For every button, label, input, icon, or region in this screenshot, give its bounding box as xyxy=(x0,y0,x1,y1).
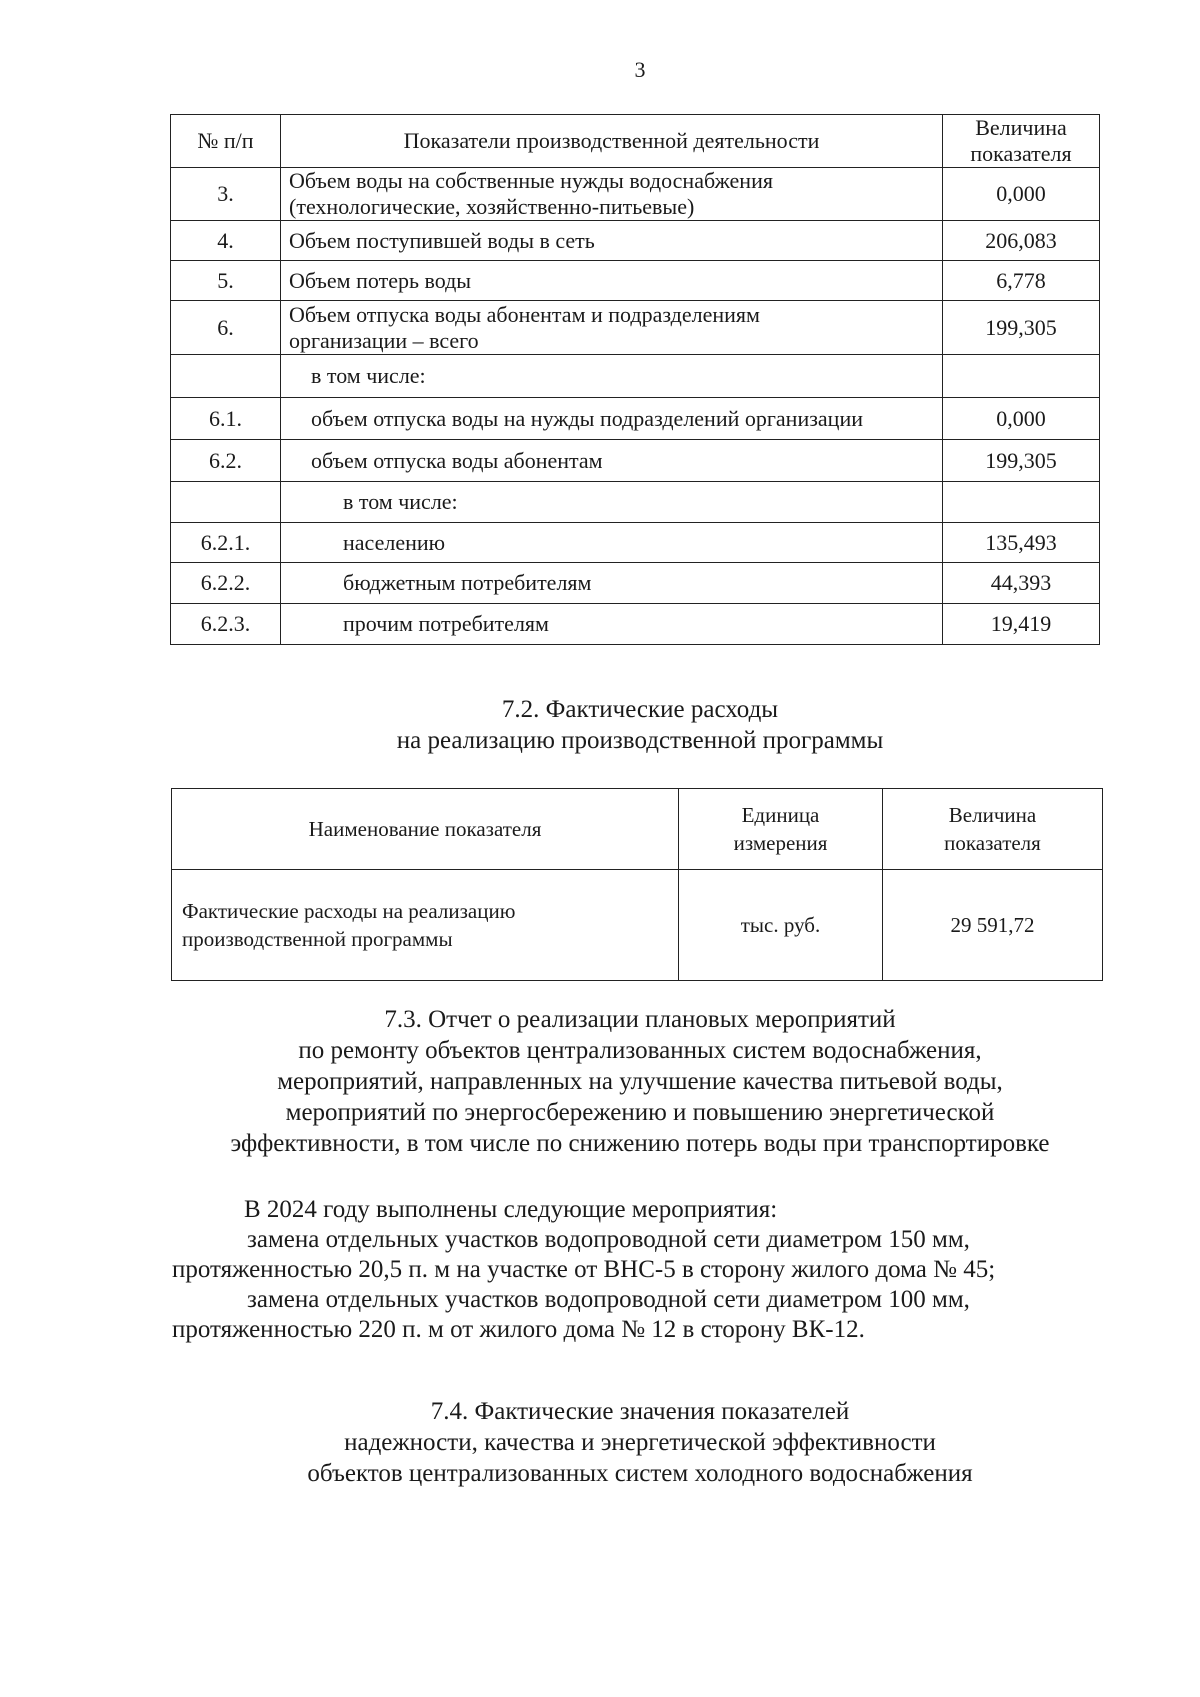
measure-1-line2: протяженностью 20,5 п. м на участке от ВНС-5 в сторону жилого дома № 45; xyxy=(172,1256,996,1283)
row-value: 206,083 xyxy=(943,221,1100,261)
table-header-row xyxy=(172,789,1103,870)
row-name: в том числе: xyxy=(281,482,943,523)
row-name-line2: (технологические, хозяйственно-питьевые) xyxy=(289,194,695,219)
row-name: Объем потерь воды xyxy=(281,261,943,301)
table-row xyxy=(171,301,1100,355)
section-7-2-heading xyxy=(160,694,1120,756)
row-num xyxy=(171,482,281,523)
row-name xyxy=(281,301,943,355)
row-name: населению xyxy=(281,523,943,563)
row-value: 135,493 xyxy=(943,523,1100,563)
header-num: № п/п xyxy=(171,115,281,168)
row-name-line2: организации – всего xyxy=(289,327,479,353)
measure-2-line1: замена отдельных участков водопроводной сети диаметром 100 мм, xyxy=(247,1286,970,1313)
row-value: 199,305 xyxy=(943,301,1100,355)
heading-line: эффективности, в том числе по снижению потерь воды при транспортировке xyxy=(230,1130,1050,1157)
row-value: 0,000 xyxy=(943,398,1100,440)
measures-intro: В 2024 году выполнены следующие мероприятия: xyxy=(244,1196,778,1223)
section-7-3-heading xyxy=(160,1004,1120,1159)
row-unit: тыс. руб. xyxy=(679,870,883,981)
row-num: 6.2.2. xyxy=(171,563,281,604)
row-value: 19,419 xyxy=(943,604,1100,645)
row-name: Объем поступившей воды в сеть xyxy=(281,221,943,261)
row-value xyxy=(943,355,1100,398)
table-header-row xyxy=(171,115,1100,168)
header-unit xyxy=(679,789,883,870)
header-value-line1: Величина xyxy=(948,803,1037,827)
table-row xyxy=(171,523,1100,563)
header-unit-line1: Единица xyxy=(741,803,820,827)
measures-text xyxy=(172,1195,1107,1345)
row-name-line2: производственной программы xyxy=(182,927,453,951)
table-row xyxy=(172,870,1103,981)
heading-line: надежности, качества и энергетической эффективности xyxy=(344,1429,936,1456)
row-num: 6.1. xyxy=(171,398,281,440)
row-num: 6.2. xyxy=(171,440,281,482)
table-row xyxy=(171,221,1100,261)
heading-line: мероприятий, направленных на улучшение качества питьевой воды, xyxy=(277,1068,1003,1095)
heading-line: 7.4. Фактические значения показателей xyxy=(430,1398,850,1425)
heading-line: на реализацию производственной программы xyxy=(396,727,884,754)
heading-line: мероприятий по энергосбережению и повышению энергетической xyxy=(285,1099,995,1126)
table-row xyxy=(171,563,1100,604)
costs-table xyxy=(171,788,1103,981)
heading-line: по ремонту объектов централизованных систем водоснабжения, xyxy=(298,1037,982,1064)
row-name: в том числе: xyxy=(281,355,943,398)
row-name xyxy=(281,168,943,221)
row-value xyxy=(943,482,1100,523)
row-value: 199,305 xyxy=(943,440,1100,482)
row-name: объем отпуска воды на нужды подразделений организации xyxy=(281,398,943,440)
row-num: 4. xyxy=(171,221,281,261)
row-value: 44,393 xyxy=(943,563,1100,604)
section-7-4-heading xyxy=(160,1396,1120,1489)
row-name: бюджетным потребителям xyxy=(281,563,943,604)
table-row xyxy=(171,398,1100,440)
row-name xyxy=(172,870,679,981)
table-row xyxy=(171,261,1100,301)
row-name: прочим потребителям xyxy=(281,604,943,645)
header-name: Показатели производственной деятельности xyxy=(281,115,943,168)
row-num xyxy=(171,355,281,398)
header-value xyxy=(943,115,1100,168)
row-num: 3. xyxy=(171,168,281,221)
table-row xyxy=(171,355,1100,398)
measure-2-line2: протяженностью 220 п. м от жилого дома № 12 в сторону ВК-12. xyxy=(172,1316,865,1343)
table-row xyxy=(171,604,1100,645)
heading-line: объектов централизованных систем холодного водоснабжения xyxy=(307,1460,973,1487)
row-num: 6.2.3. xyxy=(171,604,281,645)
row-value: 0,000 xyxy=(943,168,1100,221)
row-num: 6. xyxy=(171,301,281,355)
row-value: 6,778 xyxy=(943,261,1100,301)
header-value-line2: показателя xyxy=(970,141,1072,166)
header-value xyxy=(883,789,1103,870)
table-row xyxy=(171,440,1100,482)
row-num: 6.2.1. xyxy=(171,523,281,563)
measure-1-line1: замена отдельных участков водопроводной сети диаметром 150 мм, xyxy=(247,1226,970,1253)
table-row xyxy=(171,168,1100,221)
heading-line: 7.3. Отчет о реализации плановых мероприятий xyxy=(384,1006,896,1033)
table-row xyxy=(171,482,1100,523)
header-unit-line2: измерения xyxy=(733,831,828,855)
production-indicators-table xyxy=(170,114,1100,645)
header-name: Наименование показателя xyxy=(172,789,679,870)
header-value-line2: показателя xyxy=(944,831,1041,855)
row-name: объем отпуска воды абонентам xyxy=(281,440,943,482)
header-value-line1: Величина xyxy=(975,115,1067,140)
row-name-line1: Фактические расходы на реализацию xyxy=(182,899,516,923)
row-name-line1: Объем воды на собственные нужды водоснабжения xyxy=(289,168,773,193)
page-number: 3 xyxy=(634,57,646,82)
row-num: 5. xyxy=(171,261,281,301)
heading-line: 7.2. Фактические расходы xyxy=(501,696,779,723)
row-name-line1: Объем отпуска воды абонентам и подразделениям xyxy=(289,301,760,327)
row-value: 29 591,72 xyxy=(883,870,1103,981)
